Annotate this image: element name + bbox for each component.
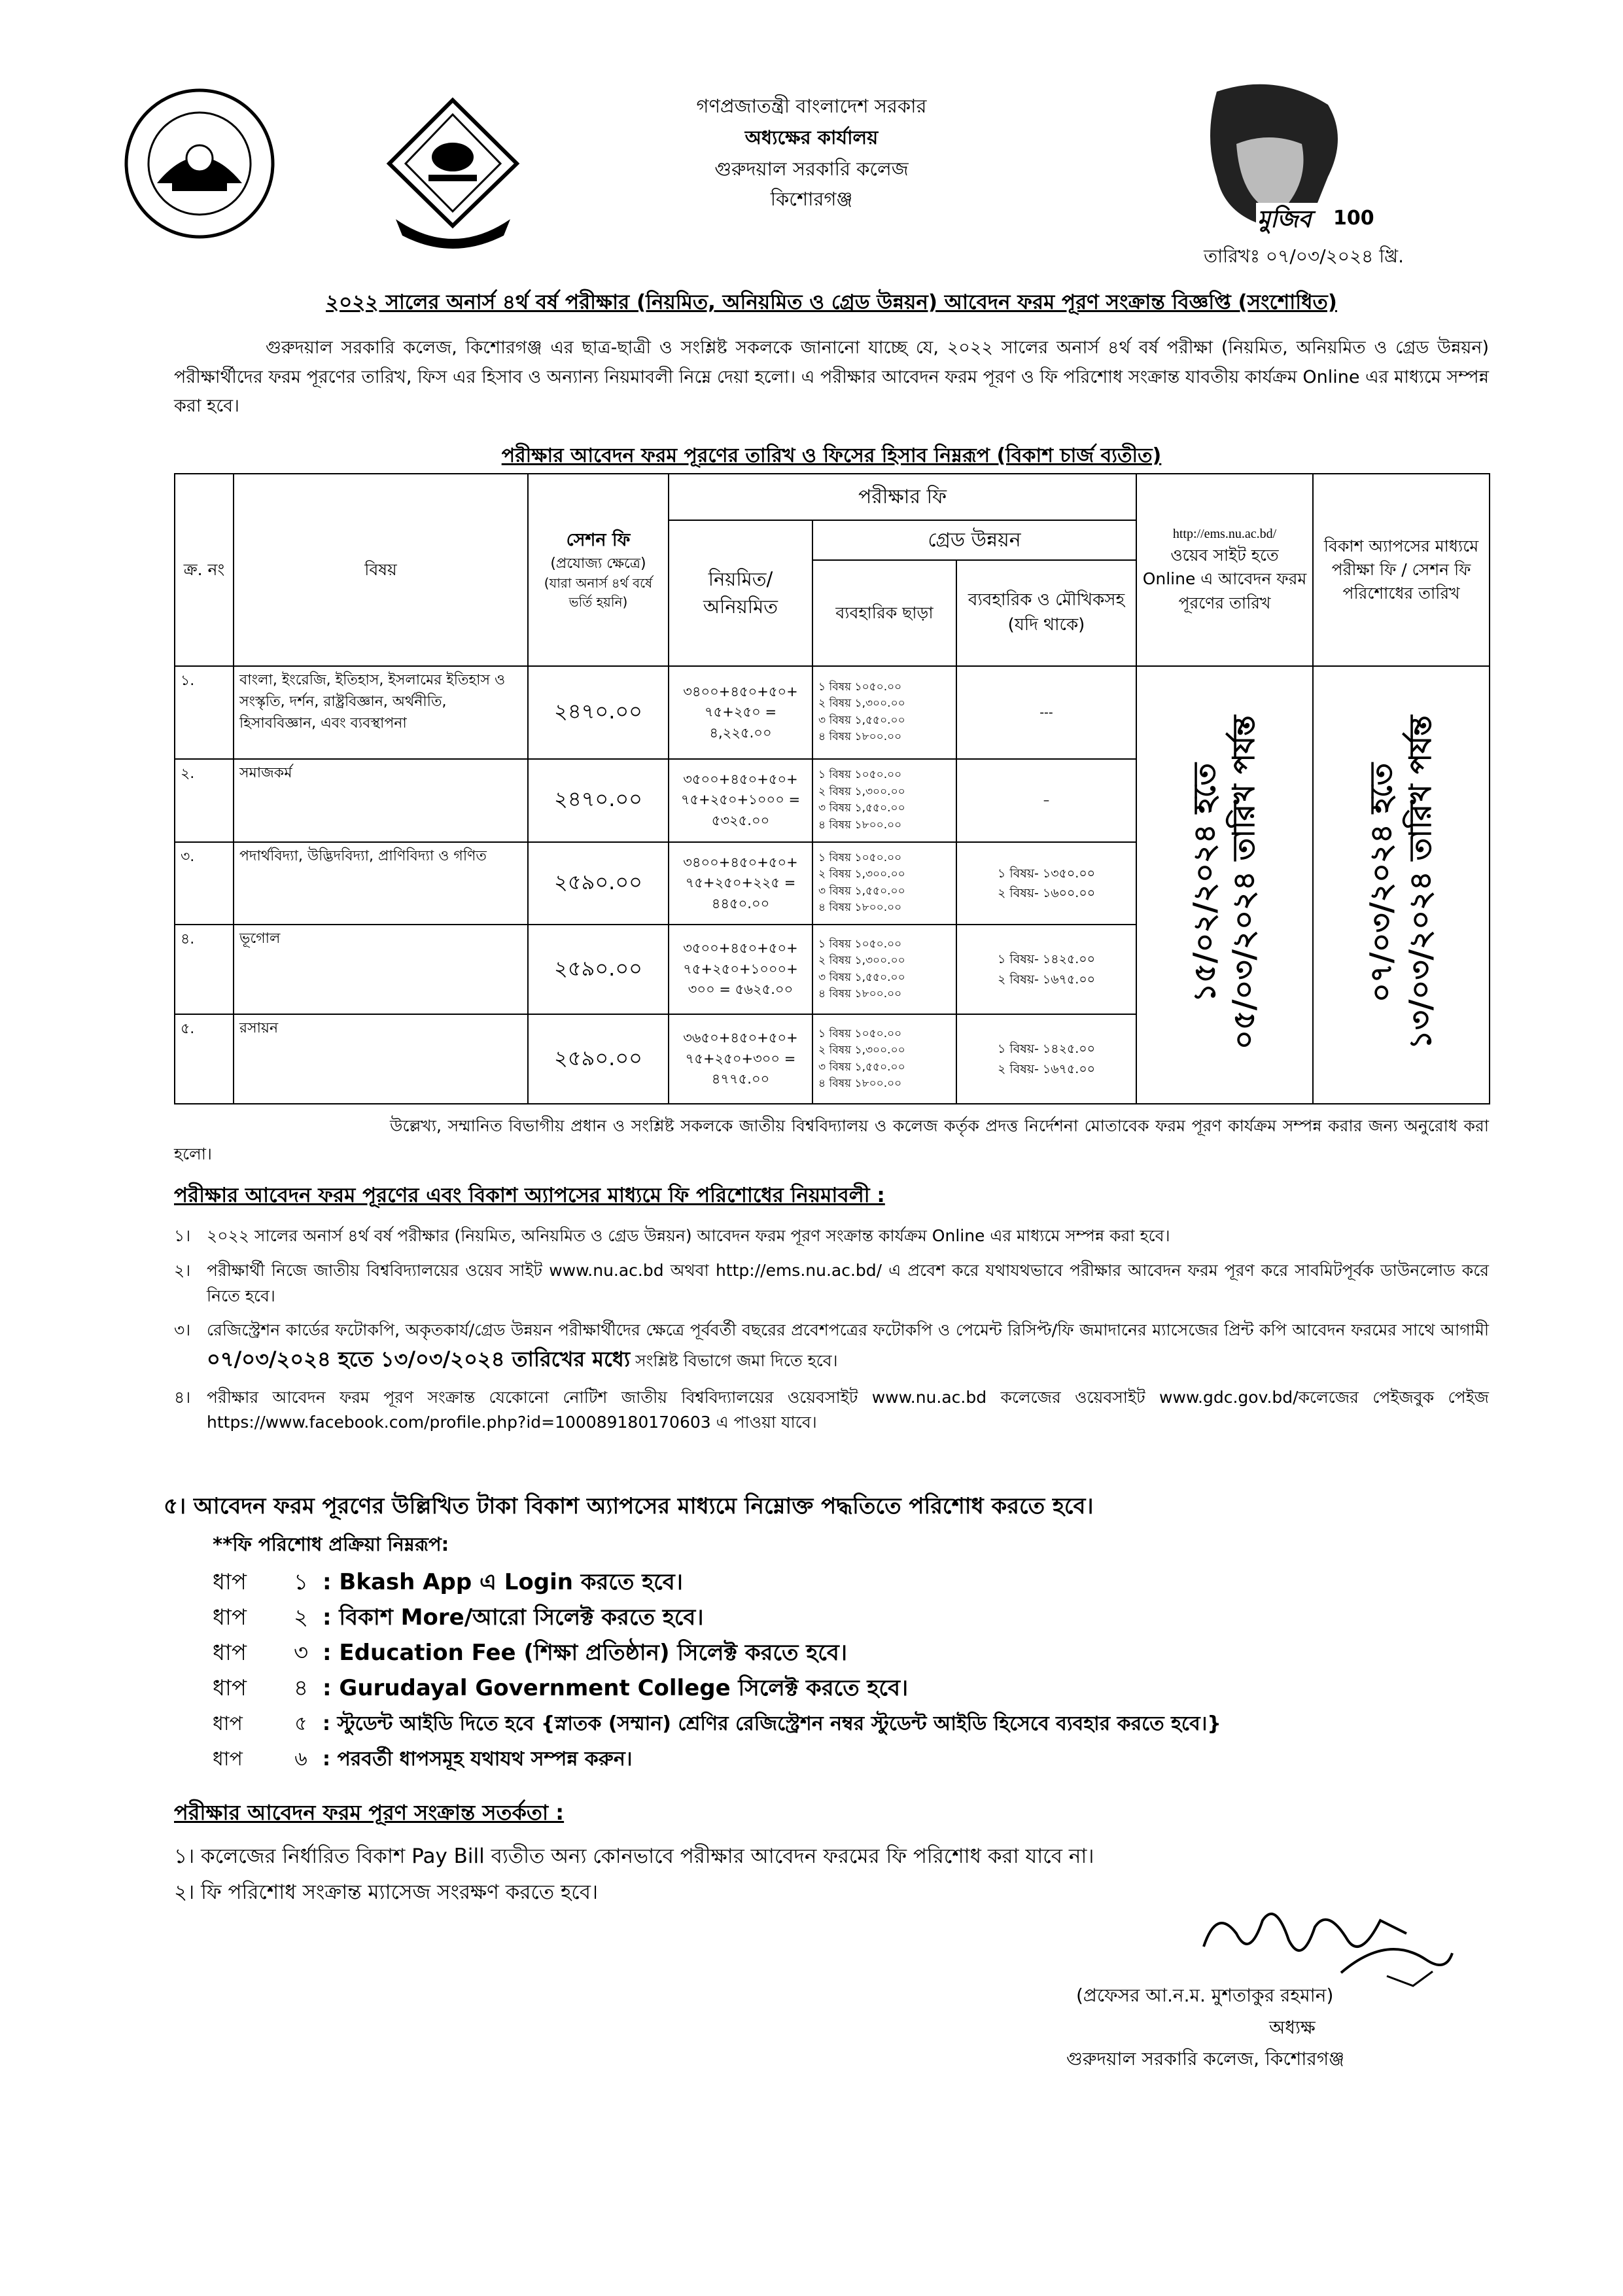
- bkash-date: ০৭/০৩/২০২৪ হতে ১৩/০৩/২০২৪ তারিখ পর্যন্ত: [1363, 716, 1438, 1050]
- payment-step: [213, 1565, 683, 1602]
- row-grade-with-practical: [956, 1014, 1136, 1104]
- website-url: http://ems.nu.ac.bd/: [1172, 527, 1277, 542]
- row-subject: ভূগোল: [234, 925, 528, 1014]
- row-subject: পদার্থবিদ্যা, উদ্ভিদবিদ্যা, প্রাণিবিদ্যা ও গণিত: [234, 842, 528, 925]
- step-text: : Education Fee (শিক্ষা প্রতিষ্ঠান) সিলেক্ট করতে হবে।: [323, 1640, 847, 1666]
- rule-text: [207, 1258, 1489, 1309]
- row-session-fee: ২৫৯০.০০: [528, 1014, 669, 1104]
- row-regular-fee: ৩৫০০+৪৫০+৫০+ ৭৫+২৫০+১০০০+ ৩০০ = ৫৬২৫.০০: [669, 925, 812, 1014]
- row-session-fee: ২৪৭০.০০: [528, 666, 669, 759]
- row-regular-fee: ৩৬৫০+৪৫০+৫০+ ৭৫+২৫০+৩০০ = ৪৭৭৫.০০: [669, 1014, 812, 1104]
- step-text: : স্টুডেন্ট আইডি দিতে হবে {স্নাতক (সম্মান) শ্রেণির রেজিস্ট্রেশন নম্বর স্টুডেন্ট আইডি হিসেবে ব্যবহার করতে হবে।}: [323, 1712, 1221, 1735]
- rule-5: ৫। আবেদন ফরম পূরণের উল্লিখিত টাকা বিকাশ অ্যাপসের মাধ্যমে নিম্নোক্ত পদ্ধতিতে পরিশোধ করতে হবে।: [164, 1493, 1094, 1519]
- session-fee-note-1: (প্রযোজ্য ক্ষেত্রে): [550, 555, 646, 572]
- rule-number: ৩।: [174, 1320, 191, 1340]
- row-subject: বাংলা, ইংরেজি, ইতিহাস, ইসলামের ইতিহাস ও সংস্কৃতি, দর্শন, রাষ্ট্রবিজ্ঞান, অর্থনীতি, হিসাববিজ্ঞান, এবং ব্যবস্থাপনা: [234, 666, 528, 759]
- grade-2-subject: ২ বিষয় ১,৩০০.০০: [818, 954, 905, 968]
- payment-step: [213, 1600, 703, 1638]
- step-number: ৩: [293, 1640, 309, 1666]
- online-date-cell: [1136, 666, 1313, 1104]
- header-exam-fee: পরীক্ষার ফি: [669, 474, 1136, 520]
- grade-3-subject: ৩ বিষয় ১,৫৫০.০০: [818, 802, 905, 815]
- table-row: [175, 666, 1490, 759]
- grade-2-subject: ২ বিষয় ১,৩০০.০০: [818, 1044, 905, 1057]
- header-website-date: [1136, 474, 1313, 666]
- with-practical-1: ১ বিষয়- ১৩৫০.০০: [997, 866, 1096, 881]
- step-label: ধাপ: [213, 1604, 247, 1631]
- header-subject: বিষয়: [234, 474, 528, 666]
- row-regular-fee: ৩৫০০+৪৫০+৫০+ ৭৫+২৫০+১০০০ = ৫৩২৫.০০: [669, 759, 812, 842]
- mujib-logo-number: 100: [1333, 207, 1374, 230]
- signatory-designation: অধ্যক্ষ: [1269, 2017, 1316, 2038]
- rules-list: [174, 1224, 1489, 1445]
- rule-item: [174, 1385, 1489, 1436]
- rule-number: ১।: [174, 1226, 191, 1245]
- with-practical-1: ---: [1039, 705, 1053, 720]
- row-grade-no-practical: [812, 842, 956, 925]
- step-label: ধাপ: [213, 1748, 243, 1771]
- header-bkash-date: বিকাশ অ্যাপসের মাধ্যমে পরীক্ষা ফি / সেশন ফি পরিশোধের তারিখ: [1313, 474, 1490, 666]
- row-subject: সমাজকর্ম: [234, 759, 528, 842]
- rule-body: রেজিস্ট্রেশন কার্ডের ফটোকপি, অকৃতকার্য/গ্রেড উন্নয়ন পরীক্ষার্থীদের ক্ষেত্রে পূর্ববর্তী বছরের প্রবেশপত্রের ফটোকপি ও পেমেন্ট রিসিপ্ট/ফি জমাদানের ম্যাসেজের প্রিন্ট কপি আবেদন ফরমের সাথে আগামী: [207, 1320, 1489, 1340]
- row-grade-with-practical: [956, 842, 1136, 925]
- with-practical-1: –: [1043, 793, 1050, 808]
- grade-4-subject: ৪ বিষয় ১৮০০.০০: [818, 818, 902, 832]
- grade-4-subject: ৪ বিষয় ১৮০০.০০: [818, 1077, 902, 1091]
- step-number: ৬: [294, 1748, 307, 1771]
- signatory-name: (প্রফেসর আ.ন.ম. মুশতাকুর রহমান): [1076, 1985, 1334, 2006]
- rule-text: [207, 1318, 1489, 1375]
- header-session-fee: [528, 474, 669, 666]
- caution-2: ২। ফি পরিশোধ সংক্রান্ত ম্যাসেজ সংরক্ষণ করতে হবে।: [174, 1881, 599, 1904]
- with-practical-1: ১ বিষয়- ১৪২৫.০০: [997, 952, 1096, 967]
- row-grade-no-practical: [812, 1014, 956, 1104]
- step-number: ২: [293, 1604, 309, 1631]
- row-sl: ৪.: [175, 925, 234, 1014]
- header-with-practical: ব্যবহারিক ও মৌখিকসহ (যদি থাকে): [956, 560, 1136, 666]
- rule-item: [174, 1258, 1489, 1309]
- grade-4-subject: ৪ বিষয় ১৮০০.০০: [818, 987, 902, 1001]
- fee-table: [174, 473, 1490, 1104]
- grade-3-subject: ৩ বিষয় ১,৫৫০.০০: [818, 713, 905, 727]
- row-regular-fee: ৩৪০০+৪৫০+৫০+ ৭৫+২৫০+২২৫ = ৪৪৫০.০০: [669, 842, 812, 925]
- session-fee-note-2: (যারা অনার্স ৪র্থ বর্ষে ভর্তি হয়নি): [544, 575, 653, 610]
- rule-body: পরীক্ষার্থী নিজে জাতীয় বিশ্ববিদ্যালয়ের ওয়েব সাইট www.nu.ac.bd অথবা http://ems.nu.ac.bd/ এ প্রবেশ করে যথাযথভাবে পরীক্ষার আবেদন ফরম পূরণ করে সাবমিটপূর্বক ডাউনলোড করে নিতে হবে।: [207, 1260, 1489, 1305]
- row-sl: ৩.: [175, 842, 234, 925]
- header-without-practical: ব্যবহারিক ছাড়া: [812, 560, 956, 666]
- grade-3-subject: ৩ বিষয় ১,৫৫০.০০: [818, 884, 905, 898]
- with-practical-1: ১ বিষয়- ১৪২৫.০০: [997, 1042, 1096, 1057]
- header-sl: ক্র. নং: [175, 474, 234, 666]
- notice-title: ২০২২ সালের অনার্স ৪র্থ বর্ষ পরীক্ষার (নিয়মিত, অনিয়মিত ও গ্রেড উন্নয়ন) আবেদন ফরম পূরণ সংক্রান্ত বিজ্ঞপ্তি (সংশোধিত): [326, 291, 1337, 314]
- row-session-fee: ২৫৯০.০০: [528, 842, 669, 925]
- note-text: উল্লেখ্য, সম্মানিত বিভাগীয় প্রধান ও সংশ্লিষ্ট সকলকে জাতীয় বিশ্ববিদ্যালয় ও কলেজ কর্তৃক প্রদত্ত নির্দেশনা মোতাবেক ফরম পূরণ কার্যক্রম সম্পন্ন করার জন্য অনুরোধ করা হলো।: [174, 1116, 1489, 1163]
- rule-item: [174, 1318, 1489, 1375]
- payment-step: [213, 1743, 632, 1776]
- header-line-4: কিশোরগঞ্জ: [770, 188, 853, 210]
- step-label: ধাপ: [213, 1640, 247, 1666]
- step-text: : Gurudayal Government College সিলেক্ট করতে হবে।: [323, 1675, 909, 1701]
- rule-number: ২।: [174, 1260, 191, 1280]
- session-fee-label: সেশন ফি: [566, 530, 631, 551]
- rules-heading: পরীক্ষার আবেদন ফরম পূরণের এবং বিকাশ অ্যাপসের মাধ্যমে ফি পরিশোধের নিয়মাবলী :: [174, 1184, 885, 1207]
- step-text: : পরবর্তী ধাপসমূহ যথাযথ সম্পন্ন করুন।: [323, 1748, 633, 1771]
- grade-1-subject: ১ বিষয় ১০৫০.০০: [818, 851, 902, 864]
- grade-2-subject: ২ বিষয় ১,৩০০.০০: [818, 697, 905, 711]
- header-grade-improvement: গ্রেড উন্নয়ন: [812, 520, 1136, 560]
- website-date-label: ওয়েব সাইট হতে Online এ আবেদন ফরম পূরণের তারিখ: [1142, 546, 1307, 612]
- step-label: ধাপ: [213, 1712, 243, 1735]
- header-regular: নিয়মিত/ অনিয়মিত: [669, 520, 812, 666]
- grade-4-subject: ৪ বিষয় ১৮০০.০০: [818, 901, 902, 915]
- step-label: ধাপ: [213, 1569, 247, 1595]
- payment-step: [213, 1671, 908, 1708]
- caution-heading: পরীক্ষার আবেদন ফরম পূরণ সংক্রান্ত সতর্কতা :: [174, 1800, 565, 1825]
- row-sl: ১.: [175, 666, 234, 759]
- grade-4-subject: ৪ বিষয় ১৮০০.০০: [818, 730, 902, 744]
- grade-1-subject: ১ বিষয় ১০৫০.০০: [818, 680, 902, 694]
- bkash-date-cell: [1313, 666, 1490, 1104]
- table-caption: পরীক্ষার আবেদন ফরম পূরণের তারিখ ও ফিসের হিসাব নিম্নরূপ (বিকাশ চার্জ ব্যতীত): [501, 444, 1162, 467]
- grade-1-subject: ১ বিষয় ১০৫০.০০: [818, 768, 902, 782]
- with-practical-2: ২ বিষয়- ১৬৭৫.০০: [997, 1061, 1096, 1076]
- step-text: : বিকাশ More/আরো সিলেক্ট করতে হবে।: [323, 1604, 704, 1631]
- with-practical-2: ২ বিষয়- ১৬৭৫.০০: [997, 972, 1096, 987]
- rule-text: [207, 1385, 1489, 1436]
- rule-item: [174, 1224, 1489, 1249]
- with-practical-2: ২ বিষয়- ১৬০০.০০: [997, 885, 1096, 900]
- process-heading: **ফি পরিশোধ প্রক্রিয়া নিম্নরূপ:: [213, 1533, 449, 1555]
- step-number: ১: [293, 1569, 309, 1595]
- grade-3-subject: ৩ বিষয় ১,৫৫০.০০: [818, 970, 905, 984]
- row-sl: ৫.: [175, 1014, 234, 1104]
- step-number: ৪: [293, 1675, 309, 1701]
- notice-date: তারিখঃ ০৭/০৩/২০২৪ খ্রি.: [1204, 245, 1404, 267]
- grade-2-subject: ২ বিষয় ১,৩০০.০০: [818, 868, 905, 881]
- rule-deadline: ০৭/০৩/২০২৪ হতে ১৩/০৩/২০২৪ তারিখের মধ্যে: [207, 1347, 631, 1371]
- grade-1-subject: ১ বিষয় ১০৫০.০০: [818, 937, 902, 951]
- header-line-3: গুরুদয়াল সরকারি কলেজ: [714, 158, 909, 180]
- payment-step: [213, 1708, 1221, 1741]
- signature-scribble: [1191, 1894, 1465, 1992]
- caution-1: ১। কলেজের নির্ধারিত বিকাশ Pay Bill ব্যতীত অন্য কোনভাবে পরীক্ষার আবেদন ফরমের ফি পরিশোধ করা যাবে না।: [174, 1845, 1094, 1868]
- step-label: ধাপ: [213, 1675, 247, 1701]
- row-grade-no-practical: [812, 666, 956, 759]
- row-grade-with-practical: [956, 666, 1136, 759]
- step-number: ৫: [294, 1712, 307, 1735]
- online-date: ১৫/০২/২০২৪ হতে ০৫/০৩/২০২৪ তারিখ পর্যন্ত: [1187, 716, 1261, 1050]
- rule-body: ২০২২ সালের অনার্স ৪র্থ বর্ষ পরীক্ষার (নিয়মিত, অনিয়মিত ও গ্রেড উন্নয়ন) আবেদন ফরম পূরণ সংক্রান্ত কার্যক্রম Online এর মাধ্যমে সম্পন্ন করা হবে।: [207, 1226, 1170, 1245]
- step-text: : Bkash App এ Login করতে হবে।: [323, 1569, 683, 1595]
- grade-2-subject: ২ বিষয় ১,৩০০.০০: [818, 785, 905, 798]
- row-grade-no-practical: [812, 759, 956, 842]
- payment-step: [213, 1636, 847, 1673]
- rule-text: [207, 1224, 1489, 1249]
- row-grade-no-practical: [812, 925, 956, 1014]
- rule-tail: সংশ্লিষ্ট বিভাগে জমা দিতে হবে।: [630, 1351, 838, 1370]
- rule-body: পরীক্ষার আবেদন ফরম পূরণ সংক্রান্ত যেকোনো নোটিশ জাতীয় বিশ্ববিদ্যালয়ের ওয়েবসাইট www.nu.ac.bd কলেজের ওয়েবসাইট www.gdc.gov.bd/কলেজের পেইজবুক পেইজ https://www.facebook.com/profile.php?id=100089180170603 এ পাওয়া যাবে।: [207, 1387, 1489, 1432]
- rule-number: ৪।: [174, 1387, 191, 1407]
- grade-1-subject: ১ বিষয় ১০৫০.০০: [818, 1027, 902, 1040]
- signatory-office: গুরুদয়াল সরকারি কলেজ, কিশোরগঞ্জ: [1066, 2048, 1345, 2070]
- row-subject: রসায়ন: [234, 1014, 528, 1104]
- row-sl: ২.: [175, 759, 234, 842]
- row-grade-with-practical: [956, 759, 1136, 842]
- notice-intro: গুরুদয়াল সরকারি কলেজ, কিশোরগঞ্জ এর ছাত্র-ছাত্রী ও সংশ্লিষ্ট সকলকে জানানো যাচ্ছে যে, ২০২২ সালের অনার্স ৪র্থ বর্ষ পরীক্ষা (নিয়মিত, অনিয়মিত ও গ্রেড উন্নয়ন) পরীক্ষার্থীদের ফরম পূরণের তারিখ, ফিস এর হিসাব ও অন্যান্য নিয়মাবলী নিম্নে দেয়া হলো। এ পরীক্ষার আবেদন ফরম পূরণ ও ফি পরিশোধ সংক্রান্ত যাবতীয় কার্যক্রম Online এর মাধ্যমে সম্পন্ন করা হবে।: [174, 338, 1489, 417]
- row-regular-fee: ৩৪০০+৪৫০+৫০+ ৭৫+২৫০ = ৪,২২৫.০০: [669, 666, 812, 759]
- row-grade-with-practical: [956, 925, 1136, 1014]
- row-session-fee: ২৫৯০.০০: [528, 925, 669, 1014]
- header-line-1: গণপ্রজাতন্ত্রী বাংলাদেশ সরকার: [696, 95, 927, 117]
- grade-3-subject: ৩ বিষয় ১,৫৫০.০০: [818, 1060, 905, 1074]
- row-session-fee: ২৪৭০.০০: [528, 759, 669, 842]
- mujib-logo-text: মুজিব: [1257, 206, 1312, 233]
- header-line-2: অধ্যক্ষের কার্যালয়: [744, 126, 879, 149]
